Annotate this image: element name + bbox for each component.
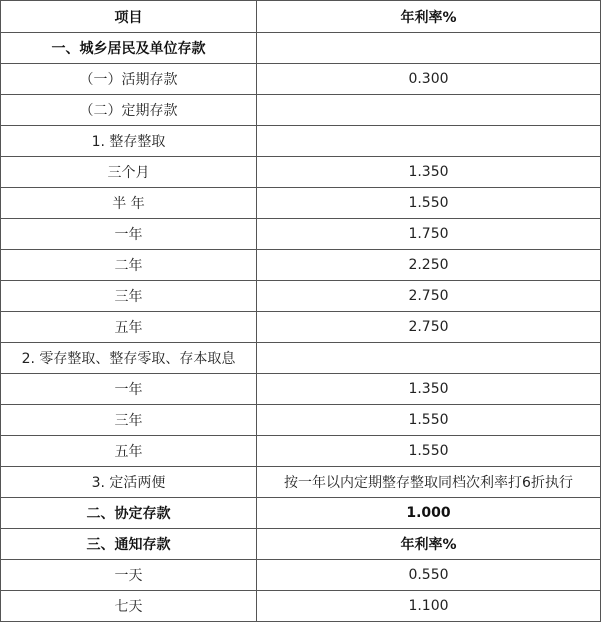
row-rate (257, 126, 601, 157)
row-item: 3. 定活两便 (1, 467, 257, 498)
row-item: 一年 (1, 374, 257, 405)
row-rate: 2.750 (257, 281, 601, 312)
table-row (1, 219, 601, 250)
table-row (1, 343, 601, 374)
row-item: 三个月 (1, 157, 257, 188)
row-rate: 1.350 (257, 374, 601, 405)
row-rate: 按一年以内定期整存整取同档次利率打6折执行 (257, 467, 601, 498)
table-row (1, 64, 601, 95)
row-item: 三年 (1, 281, 257, 312)
table-row (1, 436, 601, 467)
row-item: （二）定期存款 (1, 95, 257, 126)
row-item: （一）活期存款 (1, 64, 257, 95)
row-item: 1. 整存整取 (1, 126, 257, 157)
row-item: 2. 零存整取、整存零取、存本取息 (1, 343, 257, 374)
row-item: 一、城乡居民及单位存款 (1, 33, 257, 64)
row-rate: 年利率% (257, 529, 601, 560)
table-row (1, 33, 601, 64)
row-item: 三、通知存款 (1, 529, 257, 560)
row-rate: 1.550 (257, 436, 601, 467)
table-row (1, 560, 601, 591)
row-rate: 1.350 (257, 157, 601, 188)
row-item: 半 年 (1, 188, 257, 219)
row-item: 二、协定存款 (1, 498, 257, 529)
table-row (1, 405, 601, 436)
row-item: 七天 (1, 591, 257, 622)
table-row (1, 126, 601, 157)
row-item: 五年 (1, 436, 257, 467)
row-rate: 1.750 (257, 219, 601, 250)
table-row (1, 374, 601, 405)
row-rate (257, 95, 601, 126)
column-header-item: 项目 (1, 1, 257, 33)
row-rate (257, 33, 601, 64)
row-rate: 0.300 (257, 64, 601, 95)
column-header-rate: 年利率% (257, 1, 601, 33)
table-row (1, 498, 601, 529)
table-body (1, 33, 601, 622)
row-rate: 0.550 (257, 560, 601, 591)
table-row (1, 529, 601, 560)
table-row (1, 157, 601, 188)
row-rate: 2.250 (257, 250, 601, 281)
table-row (1, 188, 601, 219)
row-rate: 1.550 (257, 188, 601, 219)
row-item: 一年 (1, 219, 257, 250)
row-rate: 1.000 (257, 498, 601, 529)
table-row (1, 312, 601, 343)
row-item: 三年 (1, 405, 257, 436)
table-row (1, 95, 601, 126)
row-item: 一天 (1, 560, 257, 591)
table-row (1, 591, 601, 622)
row-rate (257, 343, 601, 374)
row-rate: 1.550 (257, 405, 601, 436)
row-item: 二年 (1, 250, 257, 281)
table-row (1, 467, 601, 498)
table-row (1, 250, 601, 281)
row-rate: 2.750 (257, 312, 601, 343)
row-rate: 1.100 (257, 591, 601, 622)
row-item: 五年 (1, 312, 257, 343)
table-row (1, 281, 601, 312)
table-header-row (1, 1, 601, 33)
